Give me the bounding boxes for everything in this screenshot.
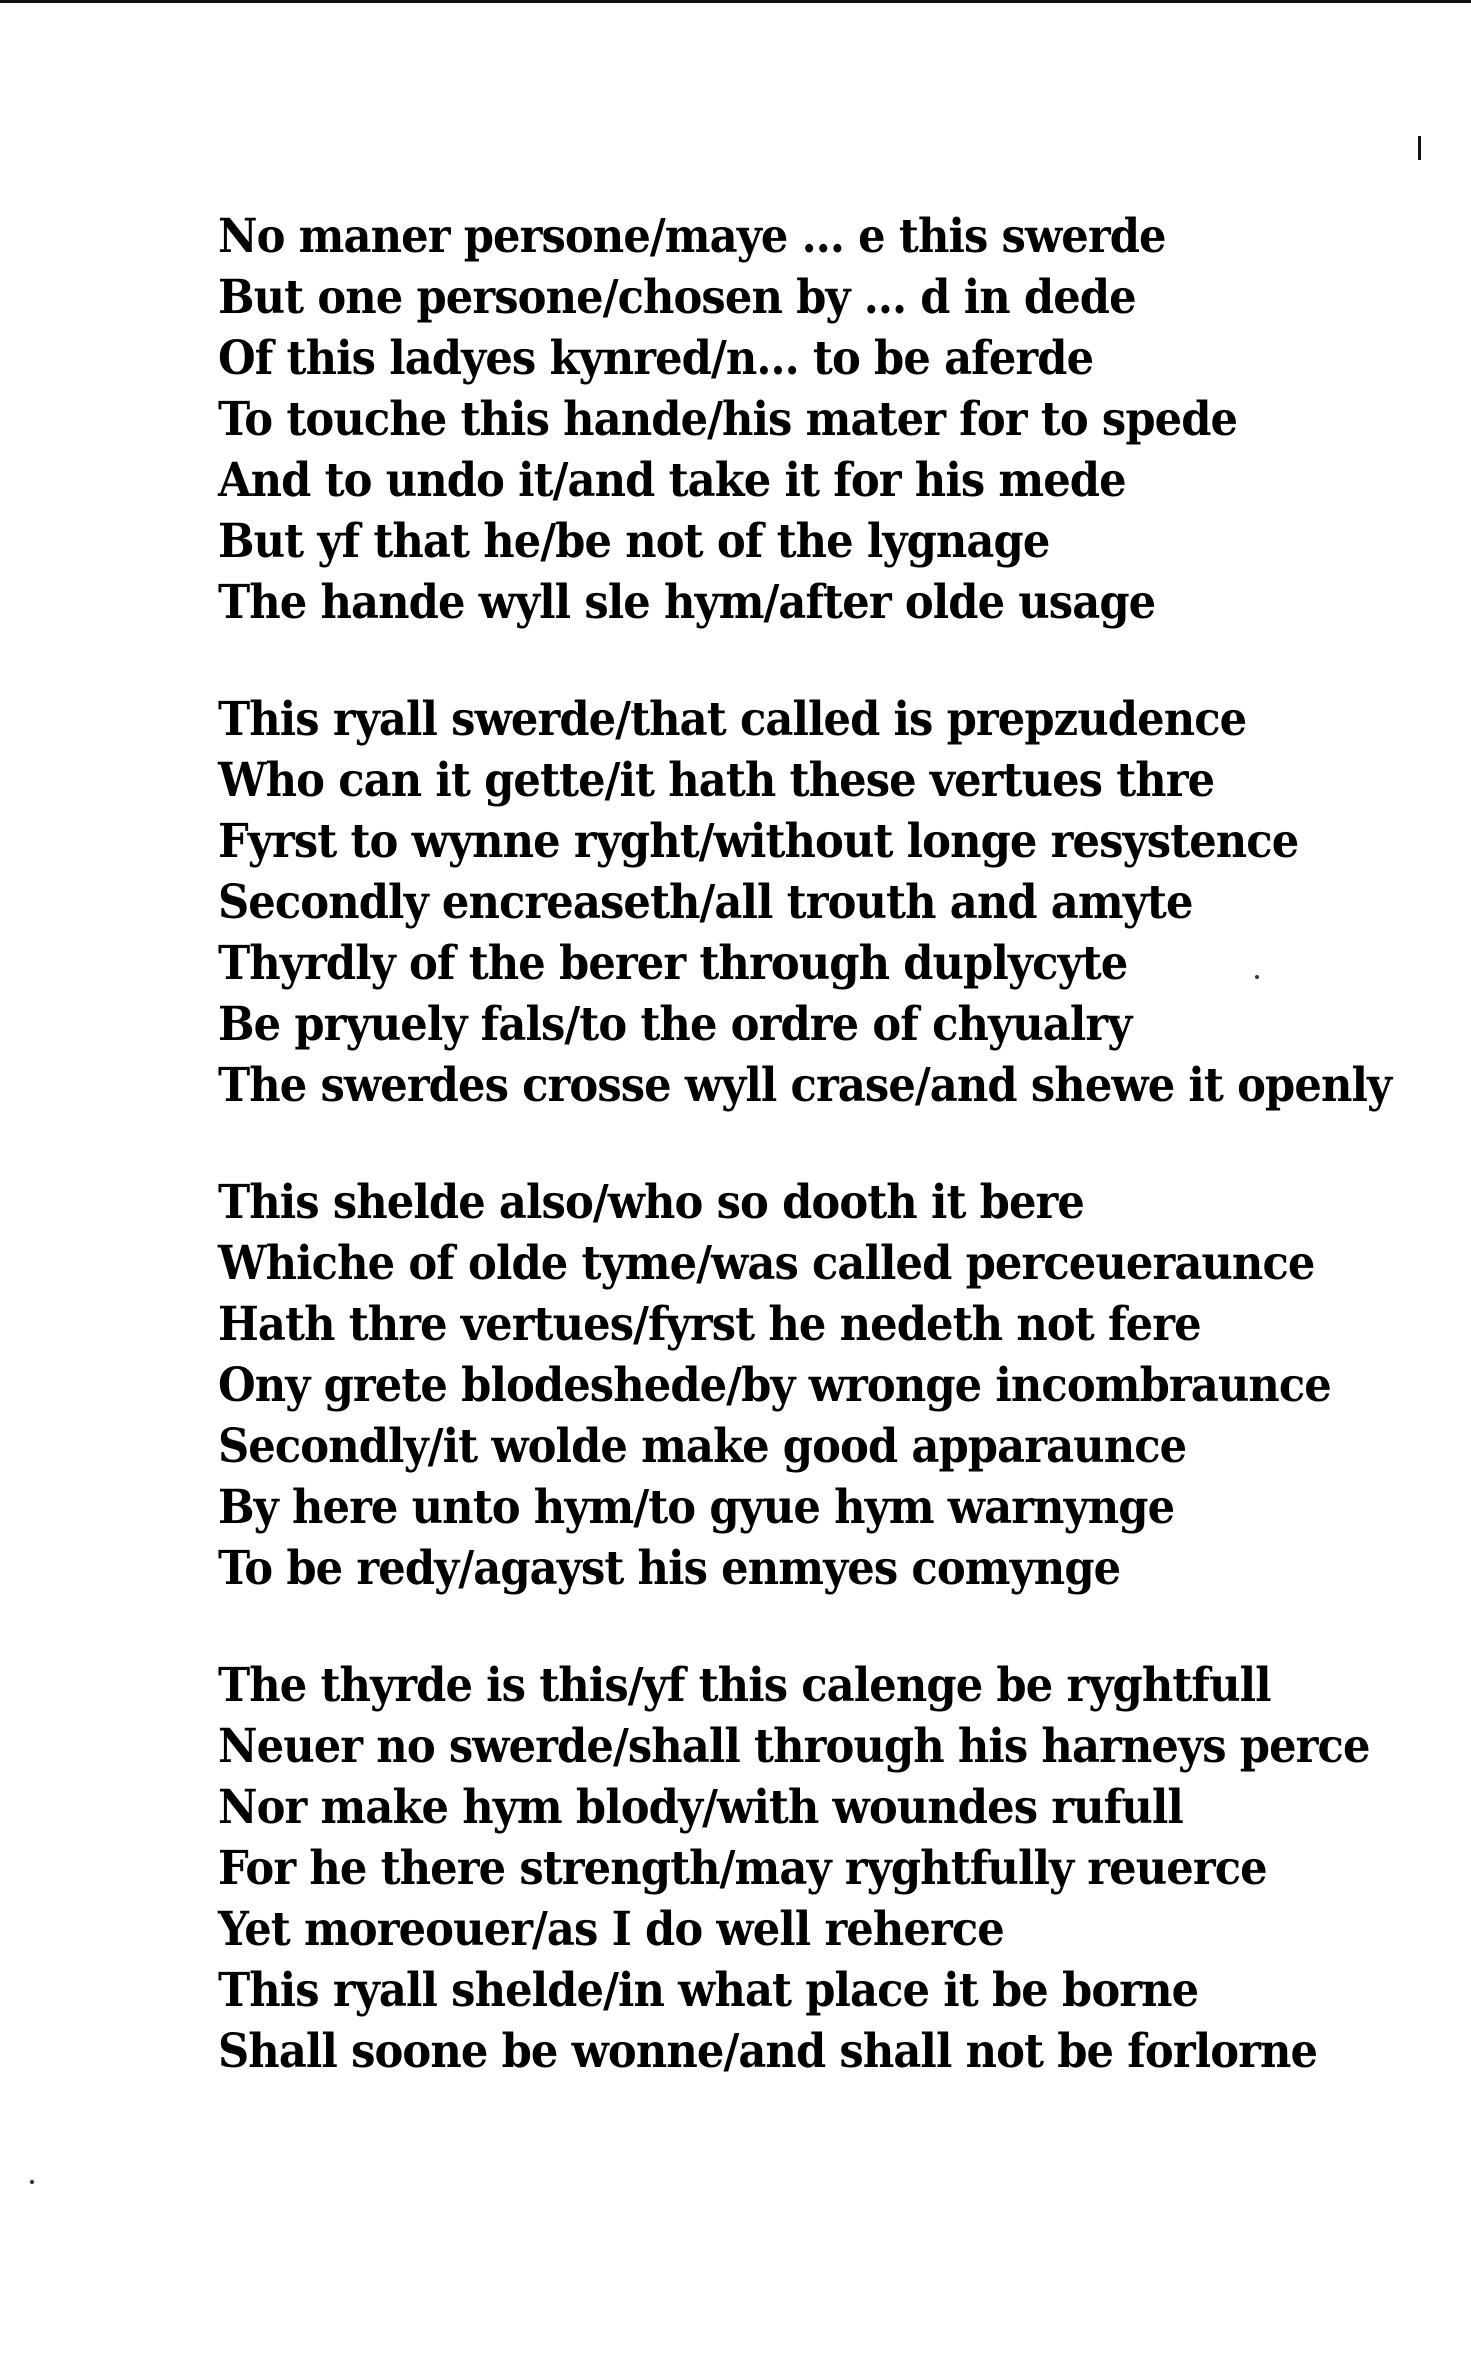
stanza-4	[218, 1655, 1418, 2082]
ink-speck	[30, 2180, 34, 2184]
verse-line: Secondly/it wolde make good apparaunce	[218, 1419, 1187, 1474]
verse-line: Yet moreouer/as I do well reherce	[218, 1902, 1004, 1957]
verse-line: The swerdes crosse wyll crase/and shewe it openly	[218, 1058, 1392, 1113]
verse-line: Fyrst to wynne ryght/without longe resystence	[218, 814, 1299, 869]
verse-line: This shelde also/who so dooth it bere	[218, 1175, 1085, 1230]
verse-line: Who can it gette/it hath these vertues thre	[218, 753, 1215, 808]
verse-line: Shall soone be wonne/and shall not be forlorne	[218, 2024, 1318, 2079]
verse-line: Hath thre vertues/fyrst he nedeth not fere	[218, 1297, 1201, 1352]
stanza-3	[218, 1172, 1418, 1599]
verse-line: For he there strength/may ryghtfully reuerce	[218, 1841, 1267, 1896]
verse-line: Ony grete blodeshede/by wronge incombraunce	[218, 1358, 1331, 1413]
verse-line: To touche this hande/his mater for to spede	[218, 392, 1238, 447]
verse-line: Secondly encreaseth/all trouth and amyte	[218, 875, 1193, 930]
margin-mark	[1418, 136, 1421, 160]
verse-line: The hande wyll sle hym/after olde usage	[218, 575, 1156, 630]
verse-line: And to undo it/and take it for his mede	[218, 453, 1126, 508]
verse-line: Neuer no swerde/shall through his harneys perce	[218, 1719, 1370, 1774]
verse-line: Thyrdly of the berer through duplycyte	[218, 936, 1128, 991]
poem-text-block	[218, 206, 1418, 2138]
verse-line: This ryall shelde/in what place it be borne	[218, 1963, 1199, 2018]
verse-line: This ryall swerde/that called is prepzudence	[218, 692, 1247, 747]
verse-line: Of this ladyes kynred/n... to be aferde	[218, 331, 1094, 386]
verse-line: To be redy/agayst his enmyes comynge	[218, 1541, 1121, 1596]
page-top-edge	[0, 0, 1471, 3]
verse-line: Whiche of olde tyme/was called perceueraunce	[218, 1236, 1315, 1291]
verse-line: The thyrde is this/yf this calenge be ryghtfull	[218, 1658, 1271, 1713]
verse-line: But one persone/chosen by ... d in dede	[218, 270, 1136, 325]
stanza-2	[218, 689, 1418, 1116]
verse-line: But yf that he/be not of the lygnage	[218, 514, 1050, 569]
verse-line: Nor make hym blody/with woundes rufull	[218, 1780, 1183, 1835]
verse-line: By here unto hym/to gyue hym warnynge	[218, 1480, 1175, 1535]
verse-line: Be pryuely fals/to the ordre of chyualry	[218, 997, 1132, 1052]
verse-line: No maner persone/maye ... e this swerde	[218, 209, 1166, 264]
stanza-1	[218, 206, 1418, 633]
